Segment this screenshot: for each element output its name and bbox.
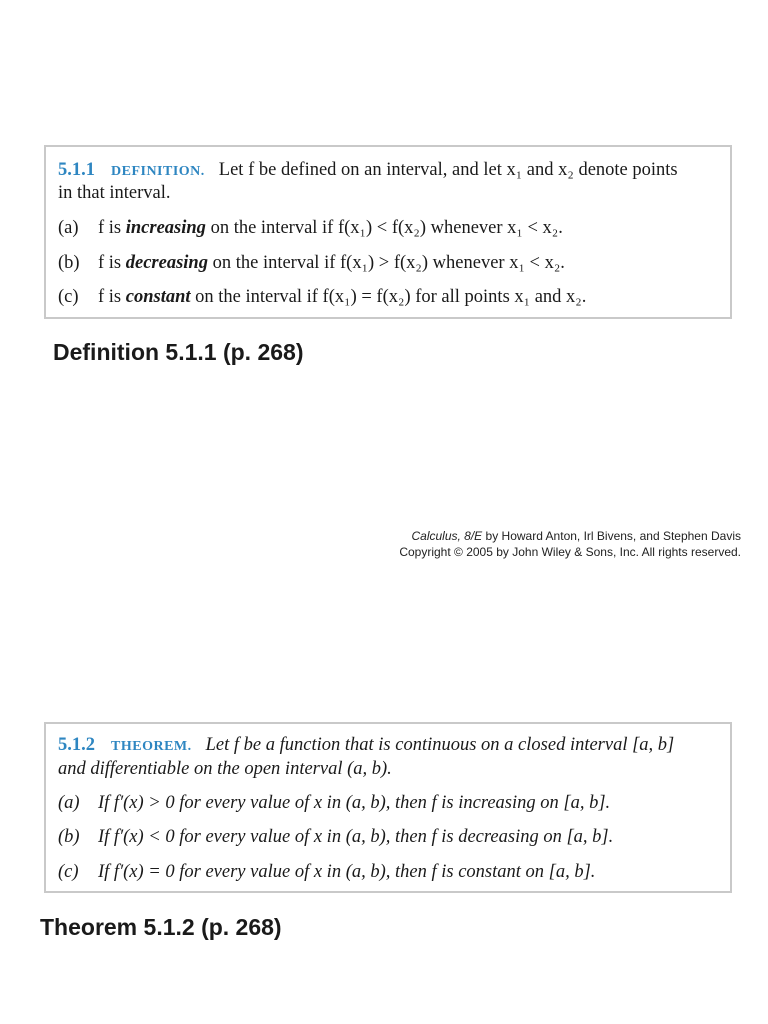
theorem-item-text: If f′(x) = 0 for every value of x in (a, b), then f is constant on [a, b].	[98, 862, 596, 882]
definition-item-b	[58, 252, 565, 274]
definition-item-pre: f is	[98, 287, 126, 307]
theorem-item-label: (b)	[58, 827, 80, 847]
definition-item-post: on the interval if f(x₁) = f(x₂) for all points x₁ and x₂.	[190, 287, 587, 307]
definition-item-pre: f is	[98, 253, 126, 273]
theorem-number: 5.1.2	[58, 735, 95, 755]
definition-item-a	[58, 217, 563, 239]
theorem-item-label: (c)	[58, 862, 79, 882]
definition-item-term: increasing	[125, 218, 206, 238]
definition-intro-line2: in that interval.	[58, 183, 171, 203]
theorem-caption: Theorem 5.1.2 (p. 268)	[40, 914, 282, 940]
theorem-item-text: If f′(x) > 0 for every value of x in (a, b), then f is increasing on [a, b].	[98, 793, 611, 813]
theorem-item-text: If f′(x) < 0 for every value of x in (a, b), then f is decreasing on [a, b].	[98, 827, 614, 847]
definition-item-c	[58, 286, 586, 308]
definition-item-post: on the interval if f(x₁) < f(x₂) whenever x₁ < x₂.	[205, 218, 563, 238]
definition-item-label: (c)	[58, 287, 79, 307]
theorem-intro-line2: and differentiable on the open interval (a, b).	[58, 759, 392, 779]
theorem-item-a	[58, 792, 610, 814]
definition-intro-line1: Let f be defined on an interval, and let x₁ and x₂ denote points	[218, 160, 678, 180]
definition-heading	[58, 159, 678, 183]
definition-item-label: (b)	[58, 253, 80, 273]
definition-box	[44, 145, 732, 319]
definition-number: 5.1.1	[58, 160, 95, 180]
definition-item-label: (a)	[58, 218, 79, 238]
definition-item-term: constant	[125, 287, 191, 307]
definition-caption: Definition 5.1.1 (p. 268)	[53, 339, 304, 365]
book-authors: by Howard Anton, Irl Bivens, and Stephen Davis	[482, 529, 741, 543]
definition-item-pre: f is	[98, 218, 126, 238]
definition-kind: DEFINITION.	[111, 164, 205, 179]
theorem-box	[44, 722, 732, 893]
theorem-intro-line1: Let f be a function that is continuous on a closed interval [a, b]	[205, 735, 675, 755]
theorem-item-label: (a)	[58, 793, 80, 813]
theorem-kind: THEOREM.	[111, 739, 192, 754]
copyright-notice: Copyright © 2005 by John Wiley & Sons, Inc. All rights reserved.	[399, 545, 741, 559]
theorem-item-c	[58, 861, 595, 883]
book-title: Calculus, 8/E	[411, 529, 483, 543]
theorem-item-b	[58, 826, 613, 848]
book-credit	[411, 529, 741, 543]
definition-item-post: on the interval if f(x₁) > f(x₂) whenever x₁ < x₂.	[207, 253, 565, 273]
definition-item-term: decreasing	[125, 253, 208, 273]
theorem-heading	[58, 734, 674, 758]
